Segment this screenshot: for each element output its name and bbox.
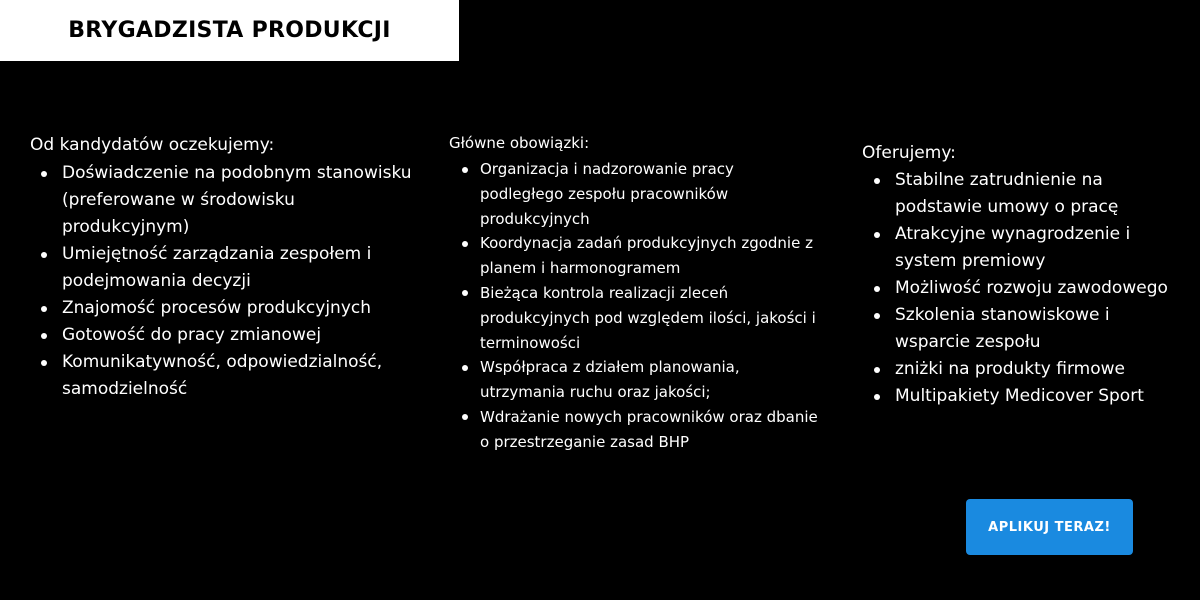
job-title-banner	[0, 0, 459, 61]
requirements-section	[30, 133, 420, 403]
offer-item: Możliwość rozwoju zawodowego	[862, 275, 1172, 302]
requirement-item: Umiejętność zarządzania zespołem i podejmowania decyzji	[30, 241, 420, 295]
duties-section	[449, 131, 819, 455]
requirement-item: Znajomość procesów produkcyjnych	[30, 295, 420, 322]
offer-list	[862, 167, 1172, 410]
requirements-list	[30, 160, 420, 403]
duty-item: Organizacja i nadzorowanie pracy podległego zespołu pracowników produkcyjnych	[449, 157, 819, 231]
offer-item: zniżki na produkty firmowe	[862, 356, 1172, 383]
duty-item: Koordynacja zadań produkcyjnych zgodnie z planem i harmonogramem	[449, 231, 819, 281]
duty-item: Bieżąca kontrola realizacji zleceń produkcyjnych pod względem ilości, jakości i terminowości	[449, 281, 819, 355]
offer-item: Atrakcyjne wynagrodzenie i system premiowy	[862, 221, 1172, 275]
apply-now-button[interactable]: APLIKUJ TERAZ!	[966, 499, 1133, 555]
requirement-item: Gotowość do pracy zmianowej	[30, 322, 420, 349]
offer-heading: Oferujemy:	[862, 143, 956, 163]
offer-section	[862, 141, 1172, 410]
duties-list	[449, 157, 819, 455]
job-title: BRYGADZISTA PRODUKCJI	[68, 18, 391, 43]
offer-item: Multipakiety Medicover Sport	[862, 383, 1172, 410]
duty-item: Współpraca z działem planowania, utrzymania ruchu oraz jakości;	[449, 355, 819, 405]
duties-heading: Główne obowiązki:	[449, 134, 590, 152]
requirement-item: Doświadczenie na podobnym stanowisku (preferowane w środowisku produkcyjnym)	[30, 160, 420, 241]
duty-item: Wdrażanie nowych pracowników oraz dbanie o przestrzeganie zasad BHP	[449, 405, 819, 455]
offer-item: Szkolenia stanowiskowe i wsparcie zespołu	[862, 302, 1172, 356]
requirements-heading: Od kandydatów oczekujemy:	[30, 135, 275, 155]
requirement-item: Komunikatywność, odpowiedzialność, samodzielność	[30, 349, 420, 403]
offer-item: Stabilne zatrudnienie na podstawie umowy o pracę	[862, 167, 1172, 221]
